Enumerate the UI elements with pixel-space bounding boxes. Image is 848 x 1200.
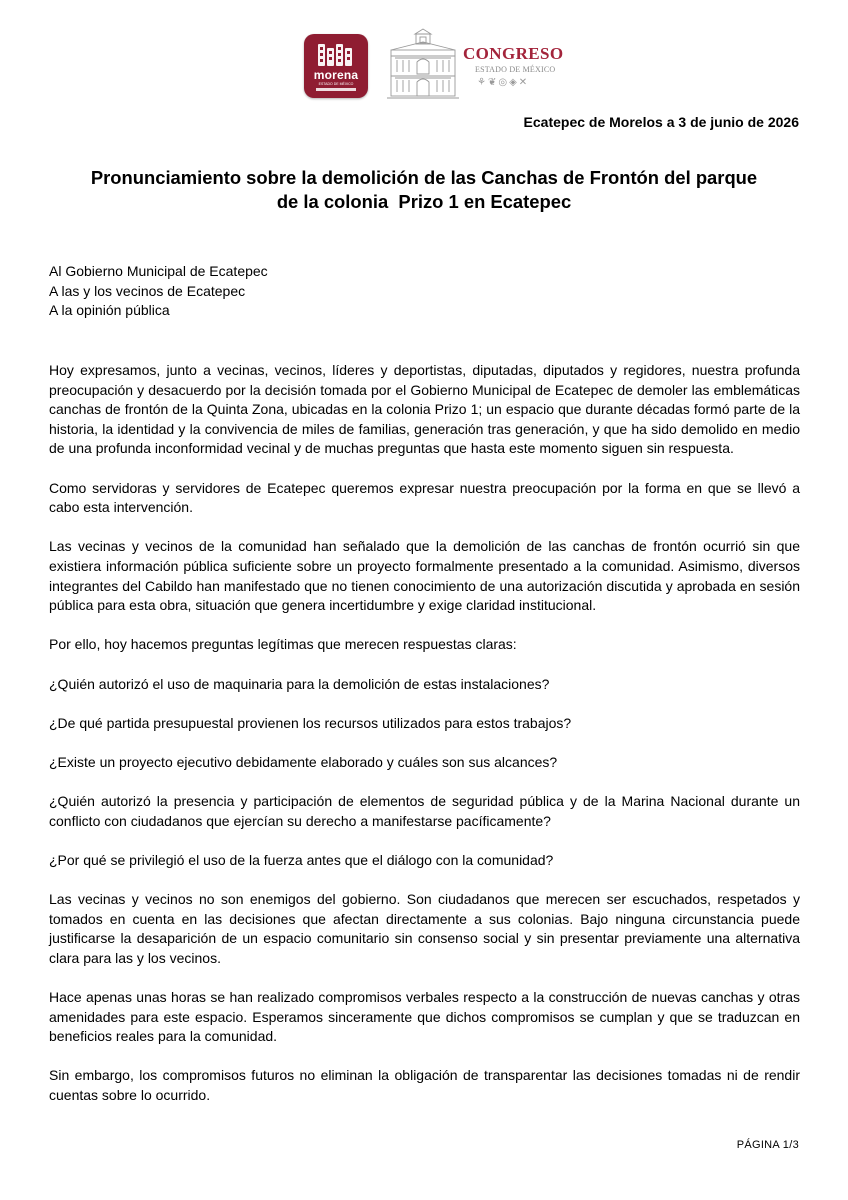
body-paragraph: Las vecinas y vecinos no son enemigos del gobierno. Son ciudadanos que merecen ser escuchados, respetados y tomados en cuenta en las decisiones que afectan directamente a sus colonias. Bajo ninguna circunstancia puede justificarse la desaparición de un espacio comunitario sin consenso social y sin presentar previamente una alternativa clara para las y los vecinos. [49, 891, 800, 966]
question-paragraph: ¿De qué partida presupuestal provienen los recursos utilizados para estos trabajos? [49, 714, 572, 731]
title-line-1: Pronunciamiento sobre la demolición de las Canchas de Frontón del parque [90, 167, 758, 188]
document-title [49, 166, 799, 214]
congreso-title: CONGRESO [463, 44, 564, 63]
morena-logo [304, 34, 368, 98]
body-paragraph: Las vecinas y vecinos de la comunidad han señalado que la demolición de las canchas de frontón ocurrió sin que existiera información pública suficiente sobre un proyecto formalmente presentado a la comunidad. Asimismo, diversos integrantes del Cabildo han manifestado que no tienen conocimiento de una autorización discutida y aprobada en sesión pública para esta obra, situación que genera incertidumbre y exige claridad institucional. [49, 538, 800, 614]
date-line: Ecatepec de Morelos a 3 de junio de 2026 [523, 114, 799, 130]
congreso-subtitle: ESTADO DE MÉXICO [475, 65, 556, 74]
body-paragraph: Como servidoras y servidores de Ecatepec queremos expresar nuestra preocupación por la forma en que se llevó a cabo esta intervención. [49, 479, 800, 516]
recipient-line: Al Gobierno Municipal de Ecatepec [49, 263, 268, 279]
recipients-block [49, 262, 268, 321]
page-number: PÁGINA 1/3 [736, 1139, 799, 1151]
body-paragraph: Hoy expresamos, junto a vecinas, vecinos, líderes y deportistas, diputadas, diputados y regidores, nuestra profunda preocupación y desacuerdo por la decisión tomada por el Gobierno Municipal de Ecatepec de demoler las emblemáticas canchas de frontón de la Quinta Zona, ubicadas en la colonia Prizo 1; un espacio que durante décadas formó parte de la historia, la identidad y la convivencia de miles de familias, generación tras generación, y que ha sido demolido en medio de una profunda inconformidad vecinal y de muchas preguntas que hasta este momento siguen sin respuesta. [49, 362, 800, 457]
congreso-logo [463, 44, 563, 94]
question-paragraph: ¿Quién autorizó la presencia y participación de elementos de seguridad pública y de la Marina Nacional durante un conflicto con ciudadanos que ejercían su derecho a manifestarse pacíficamente? [49, 793, 800, 829]
body-paragraph: Sin embargo, los compromisos futuros no eliminan la obligación de transparentar las decisiones tomadas ni de rendir cuentas sobre lo ocurrido. [49, 1067, 800, 1103]
recipient-line: A la opinión pública [49, 302, 170, 319]
question-paragraph: ¿Existe un proyecto ejecutivo debidamente elaborado y cuáles son sus alcances? [49, 753, 558, 770]
morena-underline [316, 88, 356, 91]
recipient-line: A las y los vecinos de Ecatepec [49, 282, 246, 299]
question-paragraph: ¿Quién autorizó el uso de maquinaria para la demolición de estas instalaciones? [49, 675, 550, 692]
document-body [49, 361, 800, 1125]
title-line-2: de la colonia Prizo 1 en Ecatepec [276, 191, 572, 212]
morena-wordmark: morena [313, 68, 359, 82]
morena-subtext: ESTADO DE MÉXICO [318, 82, 354, 86]
legislature-building-icon [385, 28, 461, 100]
body-paragraph: Por ello, hoy hacemos preguntas legítimas que merecen respuestas claras: [49, 636, 517, 653]
question-paragraph: ¿Por qué se privilegió el uso de la fuerza antes que el diálogo con la comunidad? [49, 851, 554, 868]
congreso-emblems-icon: ⚘❦◎◈✕ [477, 77, 530, 88]
body-paragraph: Hace apenas unas horas se han realizado compromisos verbales respecto a la construcción de nuevas canchas y otras amenidades para este espacio. Esperamos sinceramente que dichos compromisos se cumplan y que se traduzcan en beneficios reales para la comunidad. [49, 989, 800, 1045]
